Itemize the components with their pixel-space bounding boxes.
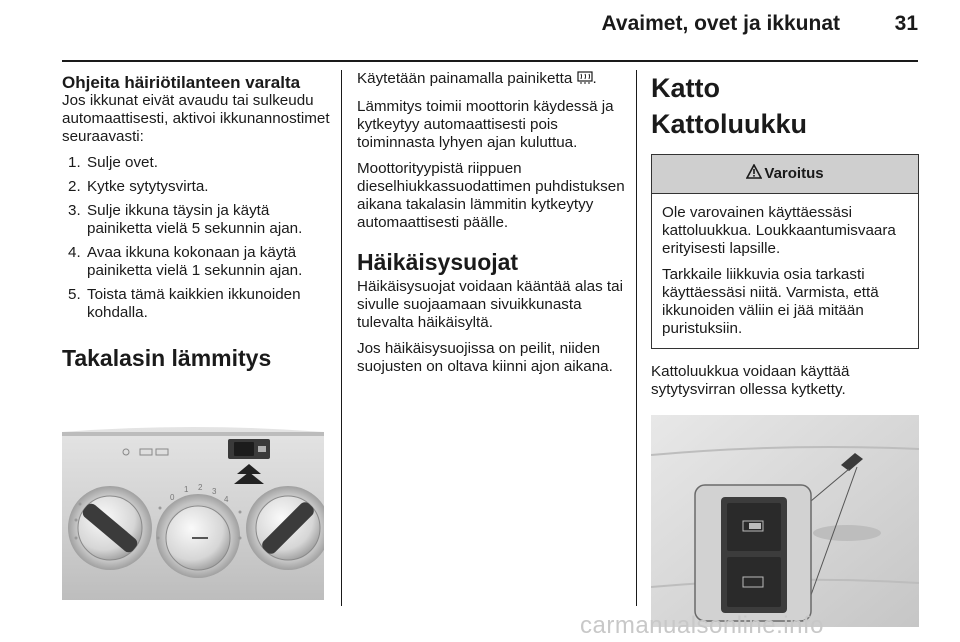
troubleshooting-intro: Jos ikkunat eivät avaudu tai sulkeudu automaattisesti, aktivoi ikkunannostimet seuraavasti: bbox=[62, 92, 330, 145]
rear-window-heating-heading: Takalasin lämmitys bbox=[62, 345, 272, 371]
column-1 bbox=[62, 66, 330, 600]
troubleshooting-heading: Ohjeita häiriötilanteen varalta bbox=[62, 73, 301, 92]
svg-text:4: 4 bbox=[224, 495, 229, 504]
sun-visors-text: Häikäisysuojat voidaan kääntää alas tai sivulle suojaamaan sivuikkunasta tulevalta häikäisyltä. bbox=[357, 278, 623, 331]
step-text: Avaa ikkuna kokonaan ja käytä painiketta vielä 1 sekunnin ajan. bbox=[87, 244, 303, 279]
column-2 bbox=[357, 70, 625, 384]
steps-list bbox=[62, 154, 330, 322]
sun-visors-heading: Häikäisysuojat bbox=[357, 249, 519, 275]
svg-text:2: 2 bbox=[198, 483, 203, 492]
column-divider-left bbox=[341, 70, 342, 606]
svg-text:3: 3 bbox=[212, 487, 217, 496]
step-number: 3. bbox=[68, 202, 81, 219]
sunroof-heading: Kattoluukku bbox=[651, 109, 808, 139]
header-rule bbox=[62, 60, 918, 62]
warning-box bbox=[651, 154, 919, 349]
sunroof-switch-figure bbox=[651, 415, 919, 627]
warning-header bbox=[652, 155, 918, 194]
warning-body bbox=[652, 194, 918, 348]
rear-window-diesel-text: Moottorityypistä riippuen dieselhiukkassuodattimen puhdistuksen aikana takalasin lämmitin kytkeytyy automaattisesti päälle. bbox=[357, 160, 625, 231]
rear-window-operation-text: Lämmitys toimii moottorin käydessä ja kytkeytyy automaattisesti pois toiminnasta lyhyen ajan kuluttua. bbox=[357, 98, 614, 151]
page-header-title: Avaimet, ovet ja ikkunat bbox=[601, 12, 840, 35]
step-number: 1. bbox=[68, 154, 81, 171]
list-item bbox=[62, 154, 330, 172]
list-item bbox=[62, 178, 330, 196]
warning-title: Varoitus bbox=[764, 165, 824, 182]
rear-window-usage-text: Käytetään painamalla painiketta . bbox=[357, 70, 625, 90]
step-text: Sulje ovet. bbox=[87, 154, 158, 171]
column-divider-right bbox=[636, 70, 637, 606]
step-text: Toista tämä kaikkien ikkunoiden kohdalla. bbox=[87, 286, 301, 321]
step-text: Sulje ikkuna täysin ja käytä painiketta vielä 5 sekunnin ajan. bbox=[87, 202, 303, 237]
svg-text:0: 0 bbox=[170, 493, 175, 502]
list-item bbox=[62, 244, 330, 280]
step-number: 4. bbox=[68, 244, 81, 261]
sunroof-text: Kattoluukkua voidaan käyttää sytytysvirran ollessa kytketty. bbox=[651, 363, 850, 398]
rear-window-heater-icon bbox=[577, 71, 593, 90]
step-text: Kytke sytytysvirta. bbox=[87, 178, 209, 195]
page-number: 31 bbox=[894, 12, 918, 35]
list-item bbox=[62, 202, 330, 238]
column-3 bbox=[651, 66, 919, 627]
warning-text-2: Tarkkaile liikkuvia osia tarkasti käyttäessäsi niitä. Varmista, että ikkunoiden väliin ei jää mitään puristuksiin. bbox=[662, 266, 879, 337]
list-item bbox=[62, 286, 330, 322]
svg-text:1: 1 bbox=[184, 485, 189, 494]
climate-control-panel-figure bbox=[62, 388, 324, 600]
step-number: 2. bbox=[68, 178, 81, 195]
step-number: 5. bbox=[68, 286, 81, 303]
watermark: carmanualsonline.info bbox=[580, 612, 824, 639]
warning-text-1: Ole varovainen käyttäessäsi kattoluukkua. Loukkaantumisvaara erityisesti lapsille. bbox=[662, 204, 896, 257]
sun-visors-mirror-text: Jos häikäisysuojissa on peilit, niiden suojusten on oltava kiinni ajon aikana. bbox=[357, 340, 613, 375]
warning-triangle-icon bbox=[746, 164, 762, 184]
roof-heading: Katto bbox=[651, 73, 720, 103]
